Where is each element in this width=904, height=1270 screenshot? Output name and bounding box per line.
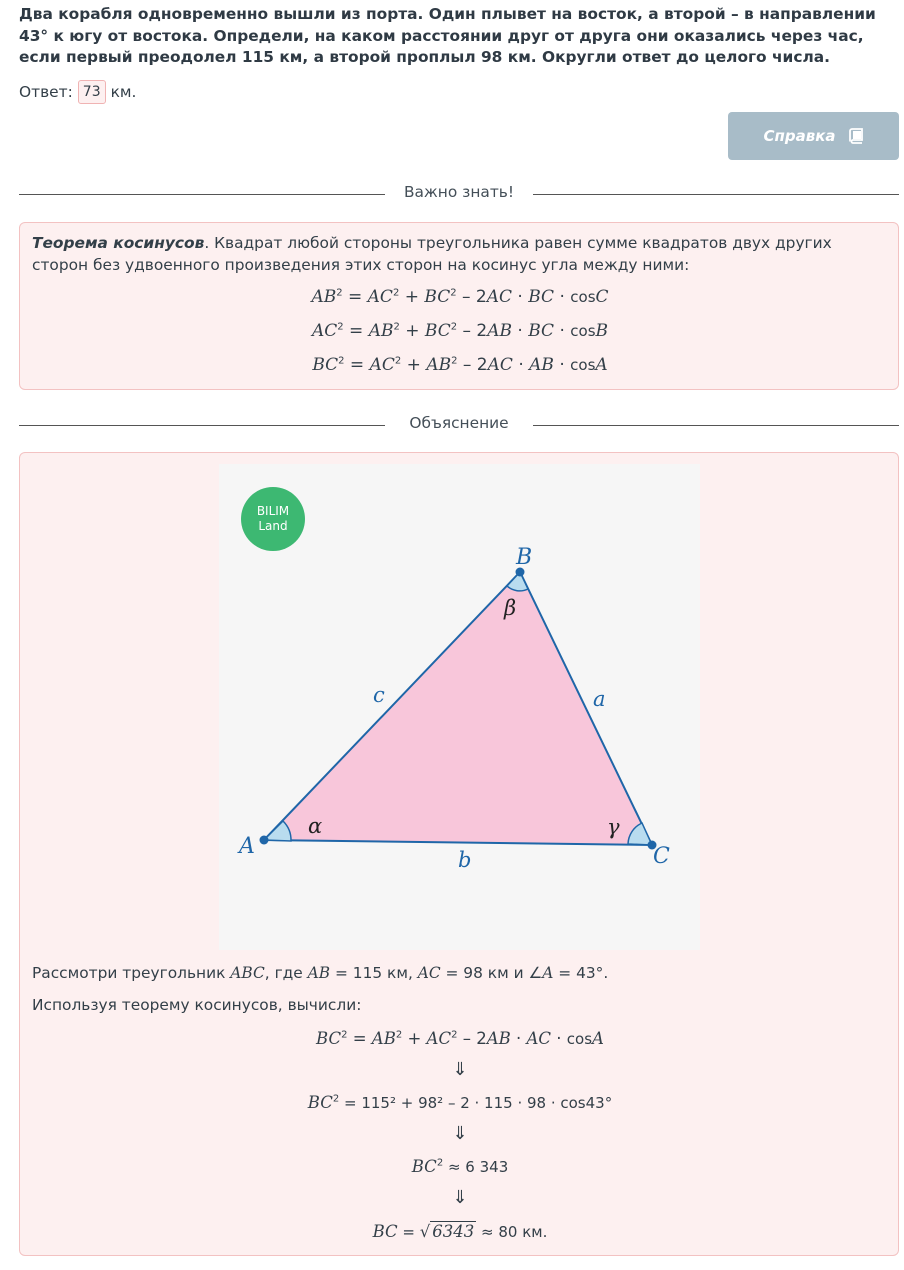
section-title-explanation: Объяснение: [409, 414, 509, 432]
vertex-b-label: B: [516, 545, 533, 570]
answer-line: [19, 80, 136, 104]
theory-text: [32, 232, 882, 276]
angle-alpha-label: α: [308, 814, 323, 838]
theory-formula-2: $AC^2 = AB^2 + BC^2 - 2AB$ · BC · cosB: [311, 321, 609, 341]
triangle-figure: [219, 464, 700, 950]
answer-label: Ответ:: [19, 83, 73, 101]
logo-line-2: Land: [258, 519, 288, 533]
side-b-label: b: [458, 848, 472, 872]
triangle-diagram: [219, 464, 700, 950]
step-3-value: $BC^2 \approx 6$ 343: [411, 1157, 509, 1176]
vertex-c-label: C: [653, 844, 670, 869]
explanation-using: Используя теорему косинусов, вычисли:: [32, 996, 362, 1014]
side-c-label: c: [373, 683, 385, 707]
question-text: Два корабля одновременно вышли из порта. Один плывет на восток, а второй – в направлении 43° к югу от востока. Определи, на каком расстоянии друг от друга они оказались через час, если первый преодолел 115 км, а второй проплыл 98 км. Округли ответ до целого числа.: [19, 5, 876, 66]
section-divider-explanation: [19, 413, 899, 437]
explanation-consider: Рассмотри треугольник ABC, где AB = 115 км, AC = 98 км и ∠A = 43°.: [32, 964, 609, 982]
step-arrow-3: ⇓: [452, 1187, 468, 1208]
sqrt-radicand: 6343: [432, 1222, 475, 1241]
side-a-label: a: [593, 687, 606, 711]
theory-description: . Квадрат любой стороны треугольника равен сумме квадратов двух других сторон без удвоенного произведения этих сторон на косинус угла между ними:: [32, 234, 832, 274]
step-arrow-2: ⇓: [452, 1123, 468, 1144]
help-button[interactable]: [728, 112, 899, 160]
answer-unit: км.: [110, 83, 137, 101]
divider-line: [533, 194, 899, 195]
step-2-substitution: $BC^2 = 115^2 + 98^2 - 2 \cdot 115 \cdot 98 \cdot \cos 43^\circ$: [307, 1093, 613, 1112]
step-4-result: BC = √ 6343 ≈ 80 км.: [372, 1222, 548, 1241]
theory-formula-3: $BC^2 = AC^2 + AB^2 - 2AC$ · AB · cosA: [312, 355, 608, 375]
book-icon: [848, 128, 864, 144]
answer-input[interactable]: 73: [78, 80, 106, 104]
explanation-card: [19, 452, 899, 1256]
angle-gamma-label: γ: [607, 815, 620, 839]
theory-term: Теорема косинусов: [32, 234, 205, 252]
vertex-a-dot: [260, 836, 269, 845]
theory-formula-1: $AB^2 = AC^2 + BC^2 - 2AC$ · BC · cosC: [311, 287, 609, 307]
help-button-label: Справка: [763, 127, 836, 145]
angle-beta-label: β: [504, 596, 517, 620]
section-divider-important: [19, 182, 899, 206]
theory-card: [19, 222, 899, 390]
section-title-important: Важно знать!: [403, 183, 515, 201]
logo-line-1: BILIM: [256, 504, 290, 518]
bilim-land-logo: [241, 487, 305, 551]
step-arrow-1: ⇓: [452, 1059, 468, 1080]
divider-line: [19, 425, 385, 426]
divider-line: [533, 425, 899, 426]
step-1-formula: $BC^2 = AB^2 + AC^2 - 2AB$ · AC · cosA: [316, 1029, 604, 1048]
vertex-a-label: A: [239, 834, 255, 859]
divider-line: [19, 194, 385, 195]
